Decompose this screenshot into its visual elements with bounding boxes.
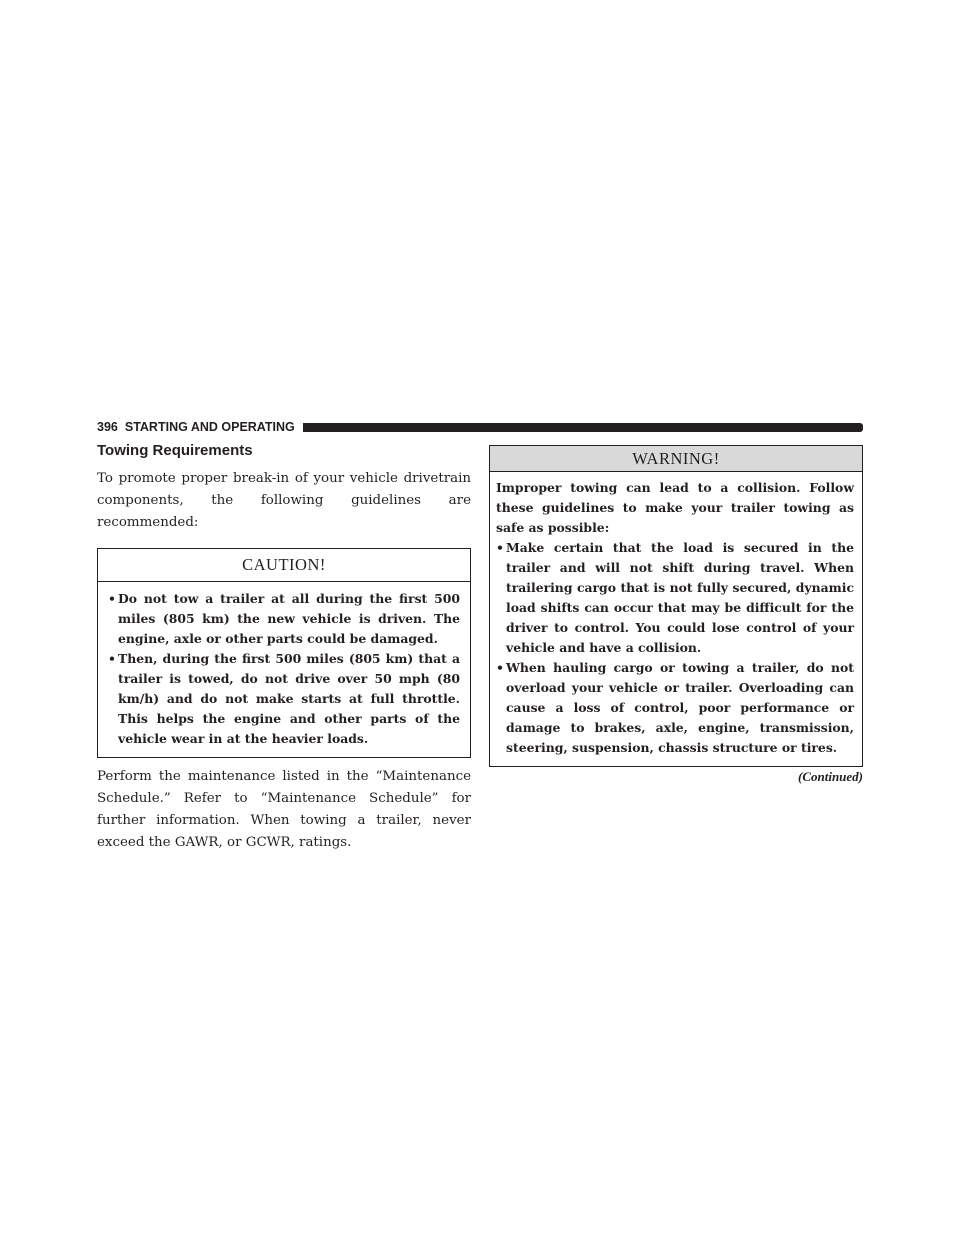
caution-item — [108, 589, 460, 649]
caution-item — [108, 649, 460, 749]
right-column — [489, 445, 863, 785]
caution-body — [98, 582, 470, 757]
header-rule — [303, 423, 863, 432]
warning-box — [489, 445, 863, 767]
page-header — [97, 419, 863, 435]
bullet-icon: • — [108, 591, 116, 606]
warning-item-text: When hauling cargo or towing a trailer, do not overload your vehicle or trailer. Overloading can cause a loss of control, poor performance or damage to brakes, axle, engine, transmission, steering, suspension, chassis structure or tires. — [506, 660, 854, 755]
warning-title: WARNING! — [490, 446, 862, 472]
caution-title: CAUTION! — [98, 549, 470, 582]
left-column — [97, 440, 471, 854]
warning-body — [490, 472, 862, 766]
continued-note: (Continued) — [797, 769, 863, 784]
page-number: 396 — [97, 420, 118, 434]
bullet-icon: • — [108, 651, 116, 666]
bullet-icon: • — [496, 540, 504, 555]
section-heading: Towing Requirements — [97, 442, 253, 459]
section-title: STARTING AND OPERATING — [124, 420, 295, 434]
warning-item-text: Make certain that the load is secured in the trailer and will not shift during travel. When trailering cargo that is not fully secured, dynamic load shifts can occur that may be difficult for the driver to control. You could lose control of your vehicle and have a collision. — [506, 540, 854, 655]
bullet-icon: • — [496, 660, 504, 675]
caution-box — [97, 548, 471, 758]
caution-item-text: Do not tow a trailer at all during the first 500 miles (805 km) the new vehicle is driven. The engine, axle or other parts could be damaged. — [118, 591, 460, 646]
maintenance-paragraph: Perform the maintenance listed in the “Maintenance Schedule.” Refer to “Maintenance Schedule” for further information. When towing a trailer, never exceed the GAWR, or GCWR, ratings. — [97, 769, 471, 850]
warning-item — [496, 538, 854, 658]
warning-intro: Improper towing can lead to a collision. Follow these guidelines to make your trailer towing as safe as possible: — [496, 480, 854, 535]
warning-item — [496, 658, 854, 758]
intro-paragraph: To promote proper break-in of your vehicle drivetrain components, the following guidelines are recommended: — [97, 471, 471, 530]
caution-item-text: Then, during the first 500 miles (805 km) that a trailer is towed, do not drive over 50 mph (80 km/h) and do not make starts at full throttle. This helps the engine and other parts of the vehicle wear in at the heavier loads. — [118, 651, 460, 746]
